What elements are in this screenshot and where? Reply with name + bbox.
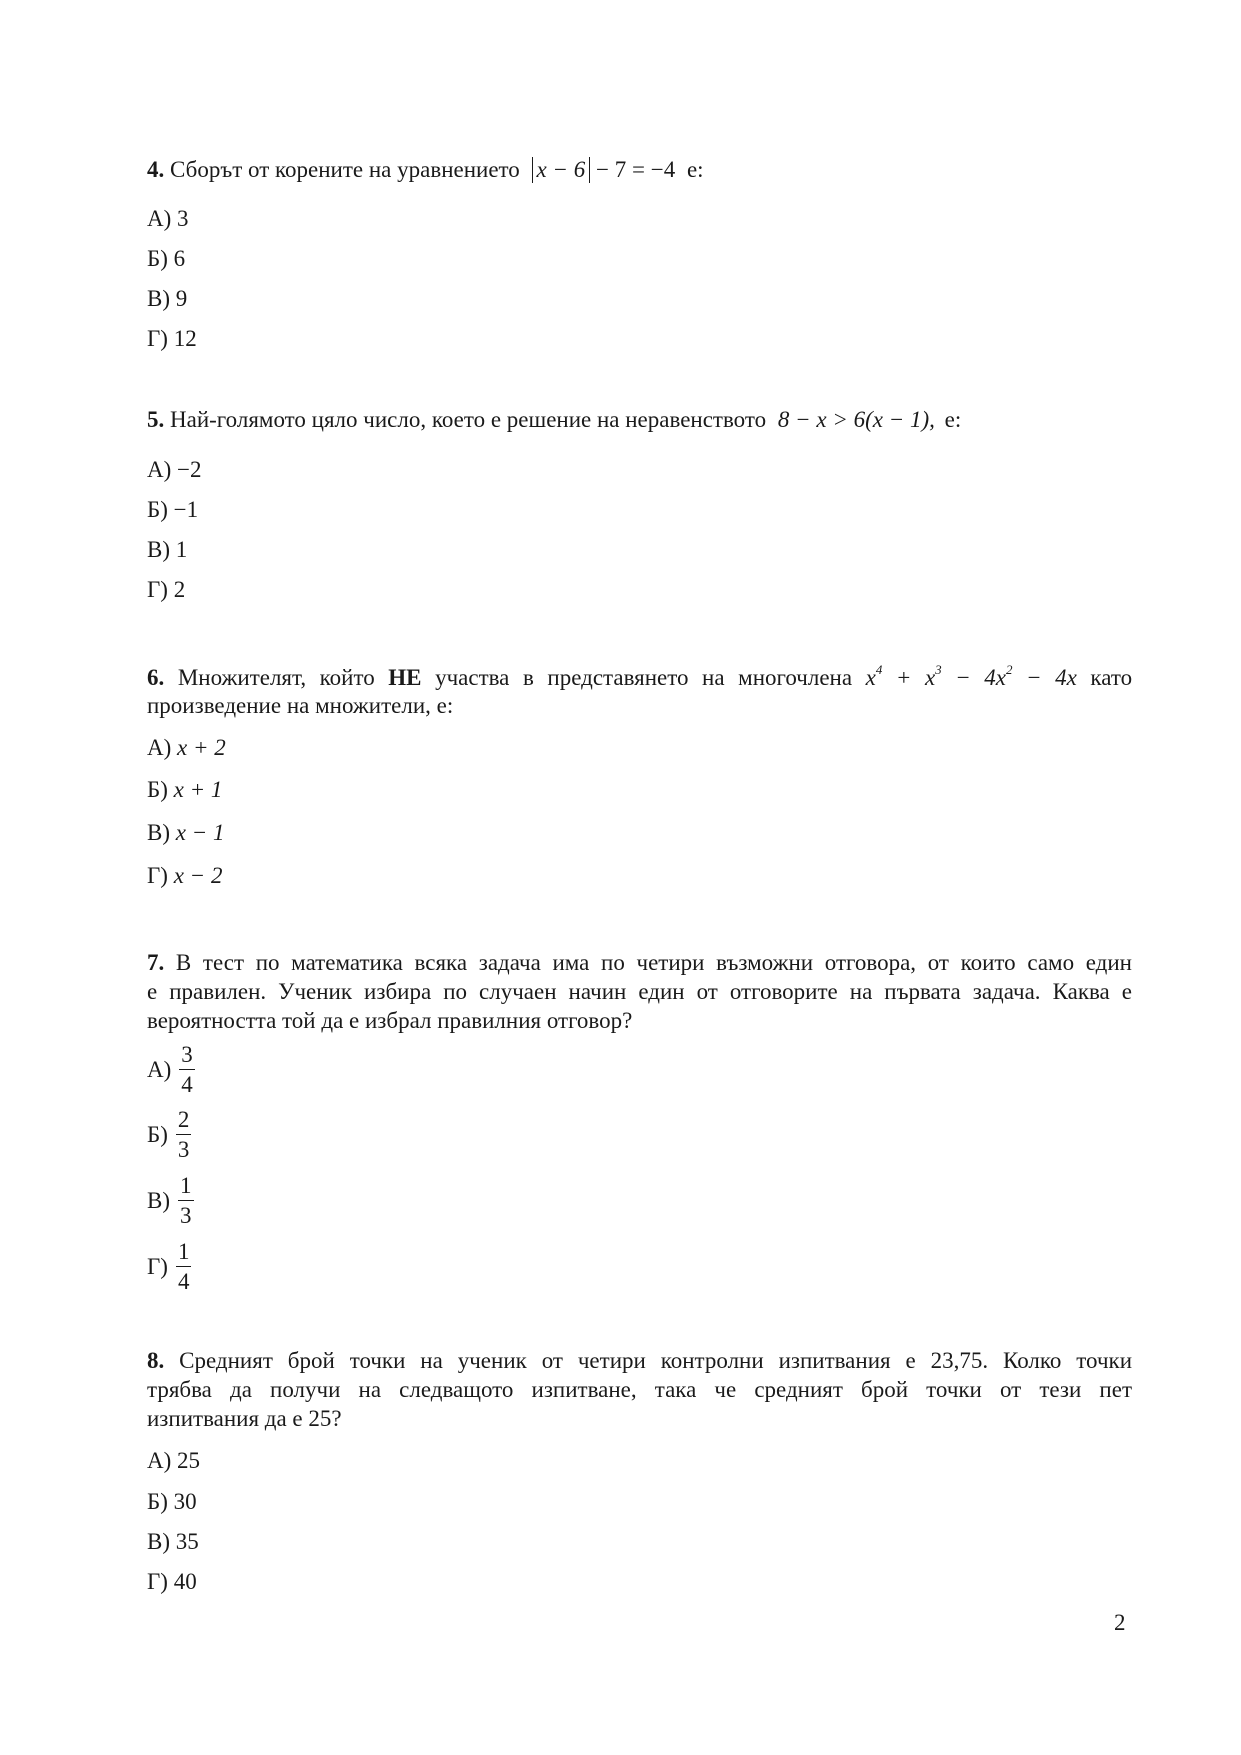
option-c — [147, 821, 224, 844]
fraction-numerator: 1 — [178, 1174, 194, 1201]
option-value: 30 — [173, 1489, 197, 1514]
question-number: 6. — [147, 665, 165, 690]
option-label: Б) — [147, 777, 168, 802]
question-word: на — [702, 665, 725, 690]
option-b — [147, 247, 185, 270]
option-value: 12 — [173, 326, 197, 351]
question-word: Множителят, — [177, 665, 307, 690]
question-word: който — [319, 665, 375, 690]
option-label: Б) — [147, 246, 168, 271]
question-4-stem — [147, 157, 704, 183]
fraction — [178, 1174, 194, 1227]
question-8-stem-line3: изпитвания да е 25? — [147, 1406, 342, 1431]
question-number: 7. — [147, 950, 165, 975]
page-number: 2 — [1114, 1610, 1126, 1635]
option-b — [147, 778, 222, 801]
option-label: А) — [147, 1056, 172, 1082]
question-word: участва — [435, 665, 510, 690]
question-word: многочлена — [738, 665, 853, 690]
fraction-numerator: 2 — [176, 1108, 192, 1135]
question-7-stem-line3: вероятността той да е избрал правилния отговор? — [147, 1008, 633, 1033]
fraction-denominator: 4 — [177, 1269, 190, 1294]
option-c — [147, 1173, 194, 1229]
option-label: А) — [147, 206, 172, 231]
option-label: В) — [147, 286, 170, 311]
question-word: представянето — [547, 665, 689, 690]
emphasis-word: НЕ — [388, 665, 422, 690]
option-value: −2 — [177, 457, 202, 482]
option-value: 2 — [173, 577, 186, 602]
question-number: 8. — [147, 1348, 165, 1373]
option-label: Б) — [147, 497, 168, 522]
option-label: Г) — [147, 577, 168, 602]
option-label: А) — [147, 457, 172, 482]
equation-rest: − 7 = −4 — [596, 157, 676, 182]
fraction-numerator: 1 — [176, 1240, 192, 1267]
option-c — [147, 1530, 199, 1553]
question-5-stem — [147, 408, 961, 431]
option-label: Б) — [147, 1121, 168, 1147]
option-label: Г) — [147, 863, 168, 888]
fraction — [176, 1240, 192, 1293]
fraction — [179, 1043, 195, 1096]
question-8-stem-line1 — [147, 1349, 1132, 1372]
option-a — [147, 1042, 195, 1098]
option-value: x + 1 — [173, 777, 223, 802]
option-label: Г) — [147, 1569, 168, 1594]
option-a — [147, 207, 189, 230]
option-label: Б) — [147, 1489, 168, 1514]
question-tail: е: — [686, 157, 704, 182]
option-value: 1 — [175, 537, 188, 562]
question-text: Сборът от корените на уравнението — [170, 157, 520, 182]
option-b — [147, 1107, 191, 1163]
question-number: 5. — [147, 407, 165, 432]
question-text: Най-голямото цяло число, което е решение на неравенството — [170, 407, 767, 432]
option-label: В) — [147, 1529, 170, 1554]
option-d — [147, 1570, 197, 1593]
option-a — [147, 458, 202, 481]
absolute-value-expression: x − 6 — [532, 157, 591, 183]
option-value: x + 2 — [177, 735, 226, 760]
option-b — [147, 1490, 197, 1513]
fraction-denominator: 3 — [177, 1137, 190, 1162]
option-value: 9 — [175, 286, 188, 311]
option-value: x − 2 — [173, 863, 223, 888]
option-label: Г) — [147, 1253, 168, 1279]
option-d — [147, 327, 197, 350]
option-label: В) — [147, 1187, 170, 1213]
option-label: Г) — [147, 326, 168, 351]
option-value: −1 — [173, 497, 199, 522]
option-label: А) — [147, 1448, 172, 1473]
option-d — [147, 1239, 191, 1295]
question-text: В тест по математика всяка задача има по четири възможни отговора, от които само един — [175, 950, 1132, 975]
inequality-expression: 8 − x > 6(x − 1), — [777, 407, 935, 432]
option-d — [147, 578, 185, 601]
question-6-stem-line1 — [147, 662, 1133, 690]
option-d — [147, 864, 222, 887]
fraction-denominator: 4 — [181, 1072, 193, 1097]
fraction-numerator: 3 — [179, 1043, 195, 1070]
fraction — [176, 1108, 192, 1161]
option-label: В) — [147, 537, 170, 562]
option-value: 3 — [177, 206, 189, 231]
polynomial-expression: $x^4 + x^3 - 4x^2 - 4x$ — [865, 662, 1077, 690]
option-value: 40 — [173, 1569, 197, 1594]
question-number: 4. — [147, 157, 165, 182]
option-value: x − 1 — [175, 820, 225, 845]
question-word: като — [1090, 665, 1133, 690]
question-8-stem-line2: трябва да получи на следващото изпитване, така че средният брой точки от тези пет — [147, 1377, 1132, 1402]
question-text: Средният брой точки на ученик от четири контролни изпитвания е 23,75. Колко точки — [179, 1348, 1133, 1373]
option-c — [147, 287, 187, 310]
option-b — [147, 498, 198, 521]
fraction-denominator: 3 — [180, 1203, 192, 1228]
option-value: 25 — [177, 1448, 201, 1473]
question-tail: е: — [944, 407, 962, 432]
option-label: В) — [147, 820, 170, 845]
question-word: в — [522, 665, 534, 690]
question-6-stem-line2: произведение на множители, е: — [147, 693, 454, 718]
option-a — [147, 736, 226, 759]
option-value: 6 — [173, 246, 186, 271]
option-label: А) — [147, 735, 172, 760]
question-7-stem-line1 — [147, 951, 1132, 974]
question-7-stem-line2: е правилен. Ученик избира по случаен начин един от отговорите на първата задача. Каква е — [147, 979, 1132, 1004]
option-c — [147, 538, 187, 561]
option-a — [147, 1449, 200, 1472]
option-value: 35 — [175, 1529, 199, 1554]
